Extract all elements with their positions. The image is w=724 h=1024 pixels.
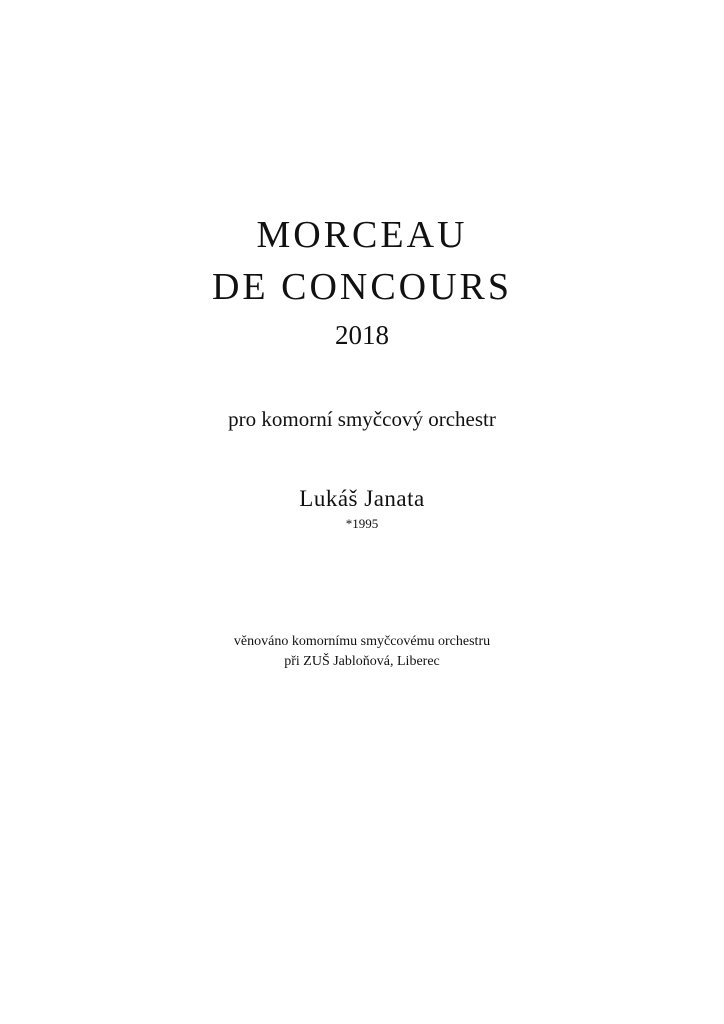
subtitle: pro komorní smyčcový orchestr: [228, 407, 496, 431]
title-line-2: DE CONCOURS: [211, 266, 513, 308]
dedication-line-2: při ZUŠ Jabloňová, Liberec: [284, 654, 440, 669]
composer-birth-year: *1995: [345, 516, 379, 531]
composer-name: Lukáš Janata: [299, 486, 425, 511]
year: 2018: [335, 320, 389, 350]
title-line-1: MORCEAU: [256, 214, 468, 256]
dedication-line-1: věnováno komornímu smyčcovému orchestru: [233, 634, 491, 649]
